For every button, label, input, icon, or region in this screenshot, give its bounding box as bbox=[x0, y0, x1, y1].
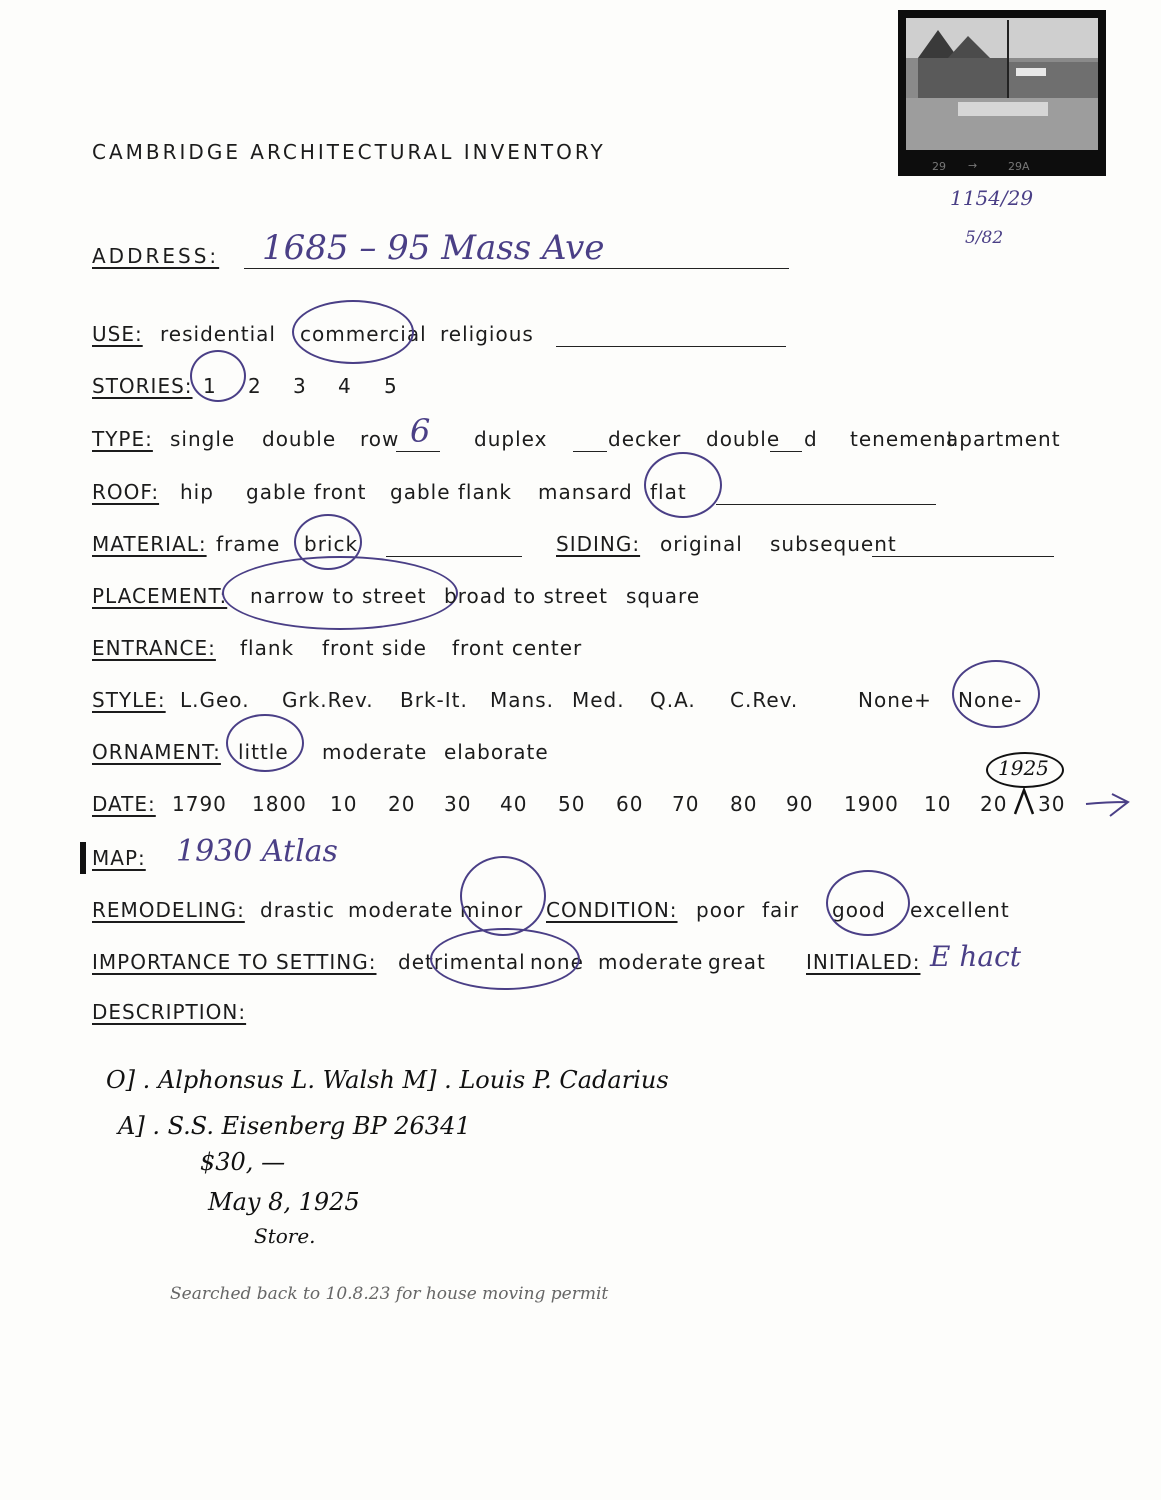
use-other-line bbox=[556, 346, 786, 347]
photo-ref-date: 5/82 bbox=[965, 228, 1004, 248]
type-double-d-line bbox=[770, 451, 802, 452]
entrance-option-flank: flank bbox=[240, 636, 295, 660]
address-line bbox=[244, 268, 789, 269]
date-option-20: 20 bbox=[388, 792, 416, 816]
date-option-1900: 1900 bbox=[844, 792, 899, 816]
use-selection-circle bbox=[292, 300, 414, 364]
style-label: STYLE: bbox=[92, 688, 166, 712]
date-option-1790: 1790 bbox=[172, 792, 227, 816]
type-label: TYPE: bbox=[92, 427, 153, 451]
type-row-count: 6 bbox=[410, 412, 431, 450]
date-option-30: 30 bbox=[444, 792, 472, 816]
style-option-brkit: Brk-It. bbox=[400, 688, 468, 712]
condition-option-excellent: excellent bbox=[910, 898, 1010, 922]
type-option-d: d bbox=[804, 427, 818, 451]
roof-option-gable-front: gable front bbox=[246, 480, 367, 504]
date-option-50: 50 bbox=[558, 792, 586, 816]
description-line-date: May 8, 1925 bbox=[208, 1188, 360, 1216]
map-mark-bar bbox=[80, 842, 86, 874]
remodeling-selection-circle bbox=[460, 856, 546, 936]
map-value: 1930 Atlas bbox=[176, 834, 338, 869]
placement-selection-circle bbox=[222, 556, 458, 630]
date-option-90: 90 bbox=[786, 792, 814, 816]
stories-label: STORIES: bbox=[92, 374, 193, 398]
date-option-70: 70 bbox=[672, 792, 700, 816]
siding-other-line bbox=[872, 556, 1054, 557]
date-option-1930: 30 bbox=[1038, 792, 1066, 816]
condition-option-fair: fair bbox=[762, 898, 800, 922]
style-option-none-plus: None+ bbox=[858, 688, 932, 712]
type-option-duplex: duplex bbox=[474, 427, 548, 451]
stories-option-1: 1 bbox=[203, 374, 217, 398]
initialed-label: INITIALED: bbox=[806, 950, 921, 974]
importance-selection-circle bbox=[430, 928, 580, 990]
roof-option-gable-flank: gable flank bbox=[390, 480, 512, 504]
type-option-single: single bbox=[170, 427, 236, 451]
roof-option-hip: hip bbox=[180, 480, 214, 504]
use-label: USE: bbox=[92, 322, 143, 346]
ornament-selection-circle bbox=[226, 714, 304, 772]
type-option-double: double bbox=[262, 427, 337, 451]
map-label: MAP: bbox=[92, 846, 146, 870]
stories-option-4: 4 bbox=[338, 374, 352, 398]
date-label: DATE: bbox=[92, 792, 156, 816]
type-option-apartment: apartment bbox=[946, 427, 1061, 451]
roof-selection-circle bbox=[644, 452, 722, 518]
style-option-mans: Mans. bbox=[490, 688, 554, 712]
type-option-decker: decker bbox=[608, 427, 682, 451]
description-line-architect-permit: A] . S.S. Eisenberg BP 26341 bbox=[118, 1112, 471, 1140]
description-label: DESCRIPTION: bbox=[92, 1000, 247, 1024]
description-note: Searched back to 10.8.23 for house moving permit bbox=[170, 1284, 609, 1304]
initialed-value: E hact bbox=[930, 940, 1021, 973]
stories-option-2: 2 bbox=[248, 374, 262, 398]
type-decker-line bbox=[573, 451, 607, 452]
frame-arrow: → bbox=[968, 159, 978, 172]
date-option-1910: 10 bbox=[924, 792, 952, 816]
placement-option-square: square bbox=[626, 584, 701, 608]
description-line-owner-mason: O] . Alphonsus L. Walsh M] . Louis P. Cadarius bbox=[106, 1066, 669, 1094]
style-option-lgeo: L.Geo. bbox=[180, 688, 250, 712]
material-option-brick: brick bbox=[304, 532, 359, 556]
importance-option-none: none bbox=[530, 950, 584, 974]
use-option-residential: residential bbox=[160, 322, 276, 346]
material-other-line bbox=[386, 556, 522, 557]
date-option-1920: 20 bbox=[980, 792, 1008, 816]
stories-option-3: 3 bbox=[293, 374, 307, 398]
style-option-grkrev: Grk.Rev. bbox=[282, 688, 374, 712]
ornament-option-elaborate: elaborate bbox=[444, 740, 549, 764]
type-option-double-d: double bbox=[706, 427, 781, 451]
use-option-religious: religious bbox=[440, 322, 534, 346]
page-title: CAMBRIDGE ARCHITECTURAL INVENTORY bbox=[92, 140, 606, 164]
condition-option-poor: poor bbox=[696, 898, 746, 922]
roof-other-line bbox=[716, 504, 936, 505]
ornament-option-moderate: moderate bbox=[322, 740, 428, 764]
entrance-label: ENTRANCE: bbox=[92, 636, 216, 660]
condition-selection-circle bbox=[826, 870, 910, 936]
material-label: MATERIAL: bbox=[92, 532, 207, 556]
use-option-commercial: commercial bbox=[300, 322, 427, 346]
roof-option-flat: flat bbox=[650, 480, 687, 504]
style-option-crev: C.Rev. bbox=[730, 688, 799, 712]
importance-option-detrimental: detrimental bbox=[398, 950, 526, 974]
remodeling-option-minor: minor bbox=[460, 898, 524, 922]
condition-option-good: good bbox=[832, 898, 886, 922]
material-option-frame: frame bbox=[216, 532, 281, 556]
description-line-use: Store. bbox=[254, 1224, 316, 1248]
type-option-row: row bbox=[360, 427, 400, 451]
remodeling-option-drastic: drastic bbox=[260, 898, 335, 922]
film-strip-labels bbox=[898, 158, 1106, 176]
photo-ref-number: 1154/29 bbox=[950, 186, 1034, 210]
ornament-label: ORNAMENT: bbox=[92, 740, 221, 764]
street-photo-image bbox=[898, 10, 1106, 158]
type-row-line bbox=[396, 451, 440, 452]
importance-label: IMPORTANCE TO SETTING: bbox=[92, 950, 377, 974]
address-value: 1685 – 95 Mass Ave bbox=[262, 228, 605, 268]
siding-option-original: original bbox=[660, 532, 743, 556]
date-handwritten-value: 1925 bbox=[998, 756, 1049, 780]
placement-option-broad: broad to street bbox=[444, 584, 608, 608]
placement-label: PLACEMENT: bbox=[92, 584, 228, 608]
frame-label-right: 29A bbox=[1008, 160, 1030, 173]
building-photo bbox=[898, 10, 1106, 176]
stories-option-5: 5 bbox=[384, 374, 398, 398]
placement-option-narrow: narrow to street bbox=[250, 584, 427, 608]
date-option-1800: 1800 bbox=[252, 792, 307, 816]
siding-option-subsequent: subsequent bbox=[770, 532, 897, 556]
date-option-80: 80 bbox=[730, 792, 758, 816]
stories-selection-circle bbox=[190, 350, 246, 402]
ornament-option-little: little bbox=[238, 740, 289, 764]
entrance-option-front-side: front side bbox=[322, 636, 427, 660]
style-option-med: Med. bbox=[572, 688, 625, 712]
date-arrow-mark bbox=[1084, 792, 1132, 820]
importance-option-great: great bbox=[708, 950, 766, 974]
description-line-cost: $30, — bbox=[200, 1148, 286, 1176]
importance-option-moderate: moderate bbox=[598, 950, 704, 974]
style-option-qa: Q.A. bbox=[650, 688, 696, 712]
roof-option-mansard: mansard bbox=[538, 480, 633, 504]
frame-label-left: 29 bbox=[932, 160, 946, 173]
date-option-10: 10 bbox=[330, 792, 358, 816]
style-selection-circle bbox=[952, 660, 1040, 728]
type-option-tenement: tenement bbox=[850, 427, 956, 451]
condition-label: CONDITION: bbox=[546, 898, 678, 922]
date-option-60: 60 bbox=[616, 792, 644, 816]
remodeling-option-moderate: moderate bbox=[348, 898, 454, 922]
remodeling-label: REMODELING: bbox=[92, 898, 245, 922]
siding-label: SIDING: bbox=[556, 532, 641, 556]
entrance-option-front-center: front center bbox=[452, 636, 583, 660]
style-option-none-minus: None- bbox=[958, 688, 1023, 712]
date-option-40: 40 bbox=[500, 792, 528, 816]
roof-label: ROOF: bbox=[92, 480, 160, 504]
date-caret-mark bbox=[1012, 786, 1036, 816]
address-label: ADDRESS: bbox=[92, 244, 220, 268]
